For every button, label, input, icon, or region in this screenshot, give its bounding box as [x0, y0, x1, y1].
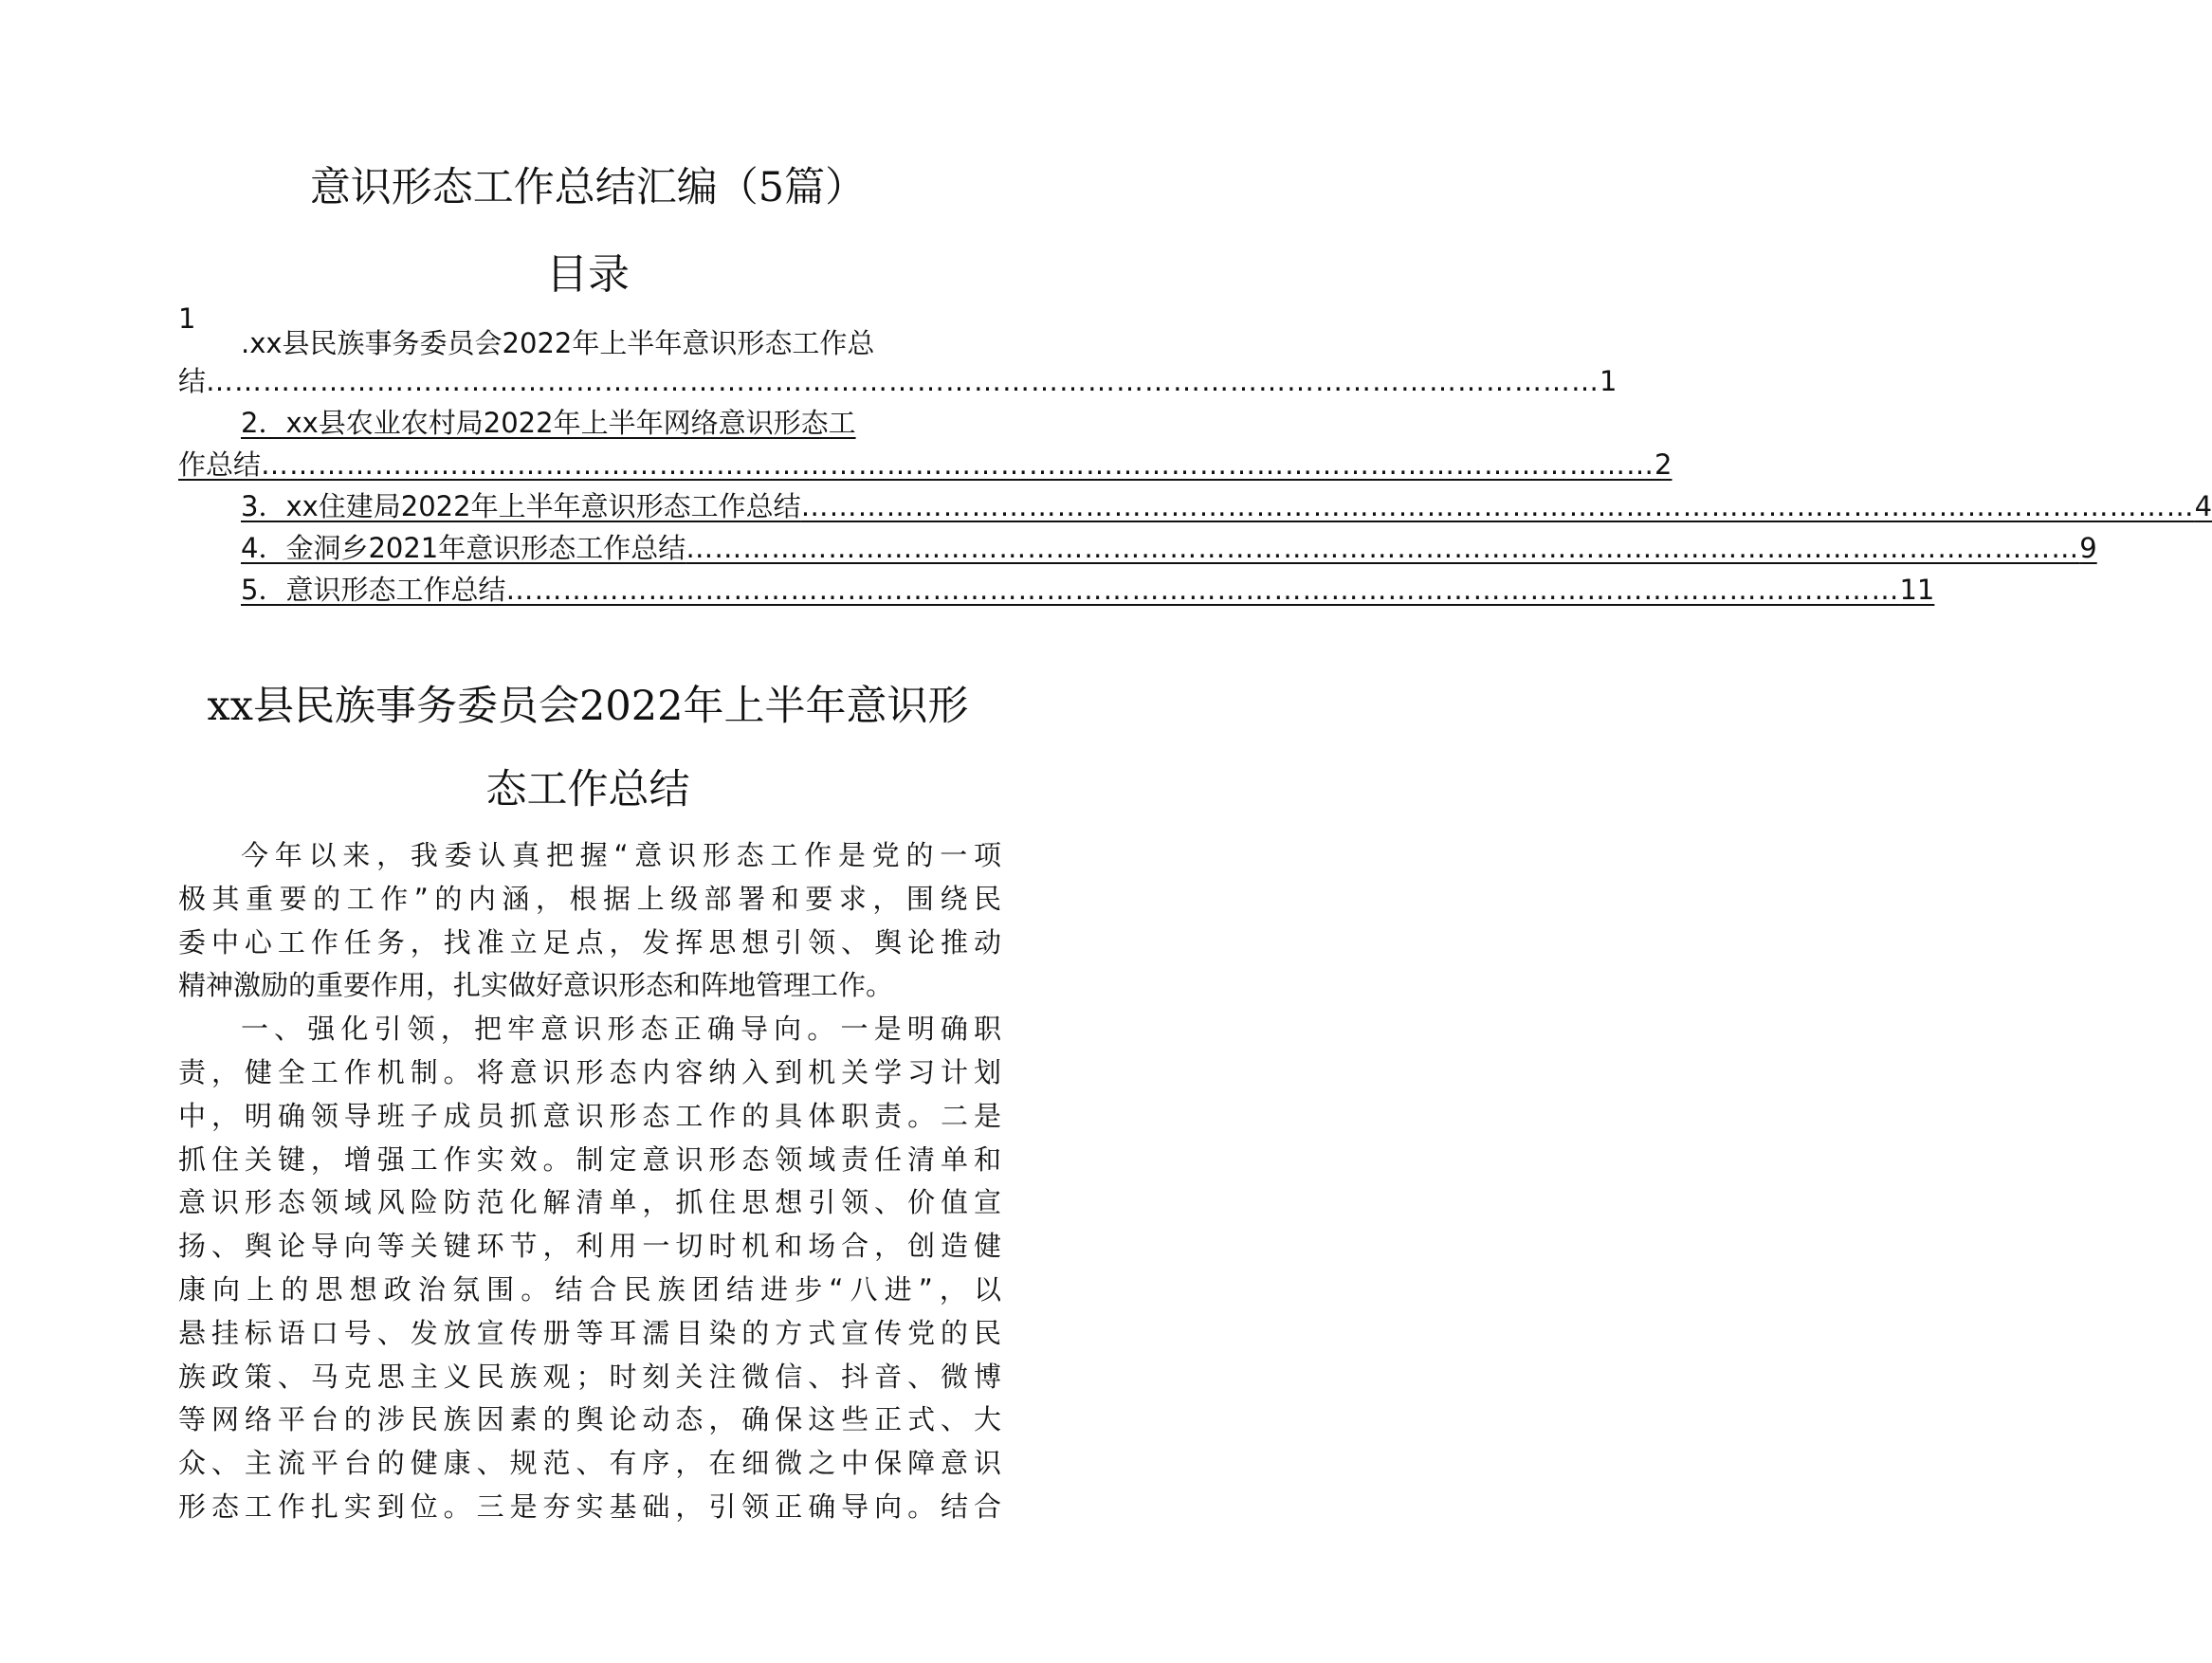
- toc-leader-dots: …………………………………………………………………………………………………………………………………: [800, 490, 2195, 522]
- text-line: 等网络平台的涉民族因素的舆论动态，确保这些正式、大: [178, 1403, 1001, 1436]
- toc-leader-dots: …………………………………………………………………………………………………………………………………: [206, 365, 1600, 397]
- text-line: 形态工作扎实到位。三是夯实基础，引领正确导向。结合: [178, 1489, 1001, 1523]
- text-line: 一、强化引领，把牢意识形态正确导向。一是明确职: [241, 1013, 1001, 1046]
- section-title-line1: xx县民族事务委员会2022年上半年意识形: [207, 683, 969, 730]
- section-title-line2: 态工作总结: [485, 766, 690, 813]
- toc-entry-2-page: 2: [1654, 448, 1673, 481]
- toc-entry-5[interactable]: [241, 569, 1935, 611]
- toc-entry-1-page: 1: [1600, 365, 1618, 397]
- toc-heading: 目录: [546, 250, 630, 299]
- text-line: 悬挂标语口号、发放宣传册等耳濡目染的方式宣传党的民: [178, 1316, 1001, 1349]
- text-line: 极其重要的工作”的内涵，根据上级部署和要求，围绕民: [178, 882, 1001, 915]
- text-line: 中，明确领导班子成员抓意识形态工作的具体职责。二是: [178, 1099, 1001, 1132]
- toc-entry-4-text: 4．金洞乡2021年意识形态工作总结: [241, 532, 686, 564]
- text-line: 意识形态领域风险防范化解清单，抓住思想引领、价值宣: [178, 1186, 1001, 1219]
- toc-entry-4-page: 9: [2079, 532, 2097, 564]
- toc-entry-3[interactable]: [241, 485, 2212, 527]
- toc-entry-5-page: 11: [1899, 574, 1935, 606]
- toc-entry-2-line1[interactable]: 2．xx县农业农村局2022年上半年网络意识形态工: [241, 407, 856, 439]
- toc-leader-dots: …………………………………………………………………………………………………………………………………: [505, 574, 1900, 606]
- toc-entry-3-text: 3．xx住建局2022年上半年意识形态工作总结: [241, 490, 801, 522]
- text-line: 今年以来，我委认真把握“意识形态工作是党的一项: [241, 839, 1001, 871]
- toc-entry-1-line2[interactable]: [178, 360, 1618, 402]
- body-text: [178, 834, 1001, 1529]
- toc-entry-2-line2[interactable]: [178, 444, 1673, 485]
- text-line: 扬、舆论导向等关键环节，利用一切时机和场合，创造健: [178, 1230, 1001, 1263]
- text-line: 众、主流平台的健康、规范、有序，在细微之中保障意识: [178, 1447, 1001, 1480]
- toc-first-number: 1: [178, 302, 196, 335]
- paragraph-intro: [178, 834, 1001, 1008]
- text-line: 康向上的思想政治氛围。结合民族团结进步“八进”，以: [178, 1272, 1001, 1306]
- toc-entry-4[interactable]: [241, 527, 2097, 569]
- paragraph-section-one: [178, 1008, 1001, 1529]
- text-line: 抓住关键，增强工作实效。制定意识形态领域责任清单和: [178, 1142, 1001, 1176]
- toc-entry-1-text: 结: [178, 365, 207, 397]
- text-line: 委中心工作任务，找准立足点，发挥思想引领、舆论推动: [178, 925, 1001, 959]
- document-title: 意识形态工作总结汇编（5篇）: [309, 164, 867, 211]
- toc-entry-2-text: 作总结: [178, 448, 262, 481]
- toc-leader-dots: …………………………………………………………………………………………………………………………………: [261, 448, 1655, 481]
- text-line: 族政策、马克思主义民族观；时刻关注微信、抖音、微博: [178, 1360, 1001, 1393]
- toc-entry-5-text: 5．意识形态工作总结: [241, 574, 506, 606]
- text-line: 责，健全工作机制。将意识形态内容纳入到机关学习计划: [178, 1055, 1001, 1088]
- toc-leader-dots: …………………………………………………………………………………………………………………………………: [686, 532, 2080, 564]
- toc-entry-3-page: 4: [2194, 490, 2212, 522]
- text-line: 精神激励的重要作用，扎实做好意识形态和阵地管理工作。: [178, 969, 894, 1002]
- toc-entry-1-line1[interactable]: .xx县民族事务委员会2022年上半年意识形态工作总: [241, 327, 875, 359]
